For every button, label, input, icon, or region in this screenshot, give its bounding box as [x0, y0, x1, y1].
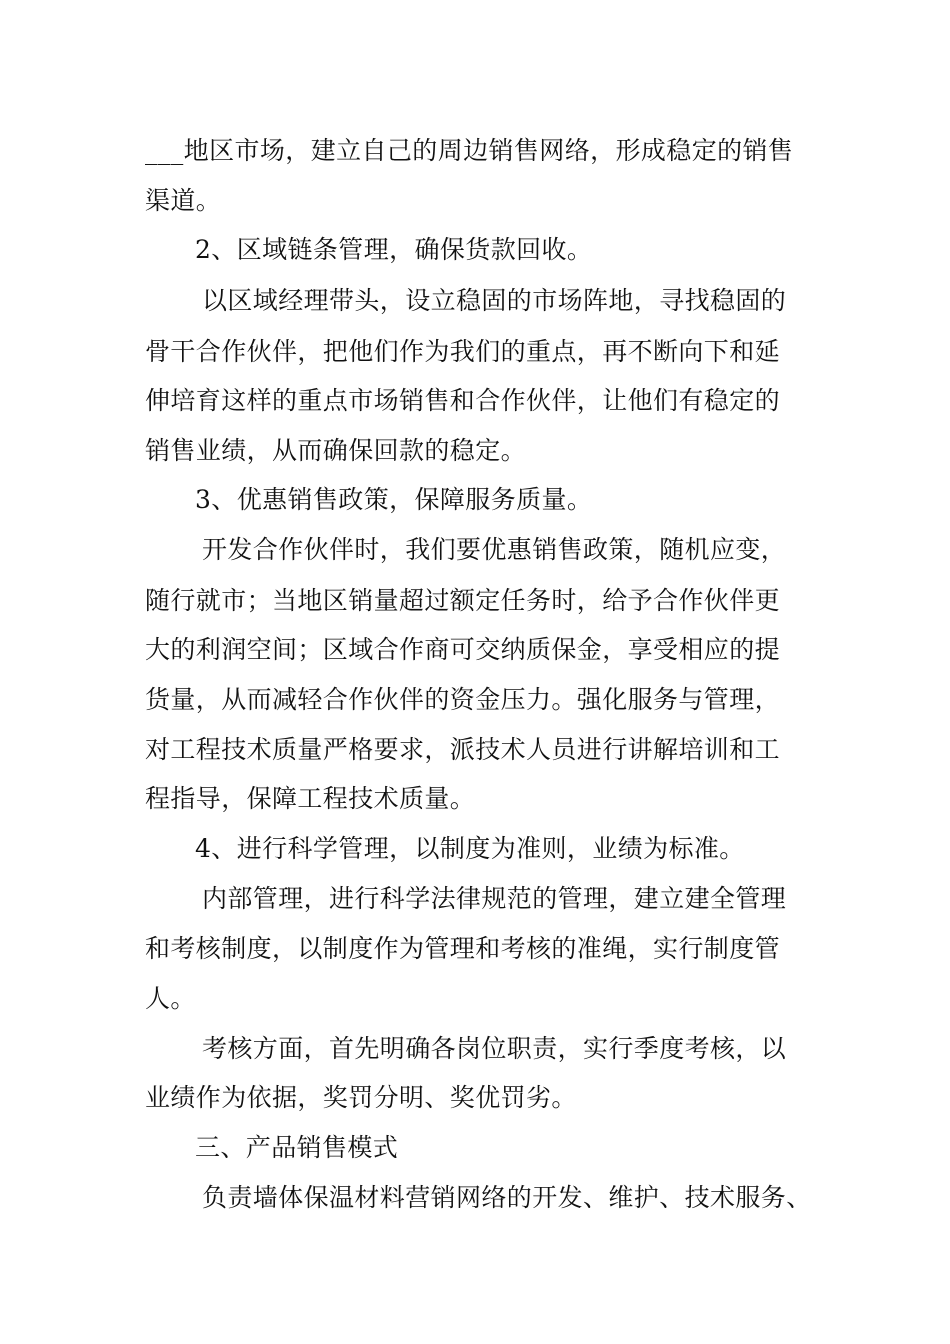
text-line: 开发合作伙伴时，我们要优惠销售政策，随机应变， — [202, 535, 787, 564]
text-line: 3、优惠销售政策，保障服务质量。 — [195, 485, 593, 514]
text-line: 程指导，保障工程技术质量。 — [145, 784, 476, 813]
text-line: 随行就市；当地区销量超过额定任务时，给予合作伙伴更 — [145, 586, 781, 615]
text-line: 和考核制度，以制度作为管理和考核的准绳，实行制度管 — [145, 934, 781, 963]
text-line: 伸培育这样的重点市场销售和合作伙伴，让他们有稳定的 — [145, 386, 781, 415]
text-line: 骨干合作伙伴，把他们作为我们的重点，再不断向下和延 — [145, 337, 781, 366]
text-line: 货量，从而减轻合作伙伴的资金压力。强化服务与管理， — [145, 685, 781, 714]
text-line: 4、进行科学管理，以制度为准则，业绩为标准。 — [195, 834, 745, 863]
text-line: 负责墙体保温材料营销网络的开发、维护、技术服务、 — [202, 1183, 812, 1212]
text-line: 渠道。 — [145, 186, 222, 215]
text-line: 业绩作为依据，奖罚分明、奖优罚劣。 — [145, 1083, 577, 1112]
text-line: ___地区市场，建立自己的周边销售网络，形成稳定的销售 — [145, 136, 794, 165]
text-line: 人。 — [145, 984, 196, 1013]
section-heading: 三、产品销售模式 — [195, 1133, 399, 1162]
text-line: 销售业绩，从而确保回款的稳定。 — [145, 436, 527, 465]
text-line: 大的利润空间；区域合作商可交纳质保金，享受相应的提 — [145, 635, 781, 664]
text-line: 以区域经理带头，设立稳固的市场阵地，寻找稳固的 — [202, 286, 787, 315]
text-line: 2、区域链条管理，确保货款回收。 — [195, 235, 593, 264]
text-line: 考核方面，首先明确各岗位职责，实行季度考核，以 — [202, 1034, 787, 1063]
text-line: 对工程技术质量严格要求，派技术人员进行讲解培训和工 — [145, 735, 781, 764]
text-line: 内部管理，进行科学法律规范的管理，建立建全管理 — [202, 884, 787, 913]
